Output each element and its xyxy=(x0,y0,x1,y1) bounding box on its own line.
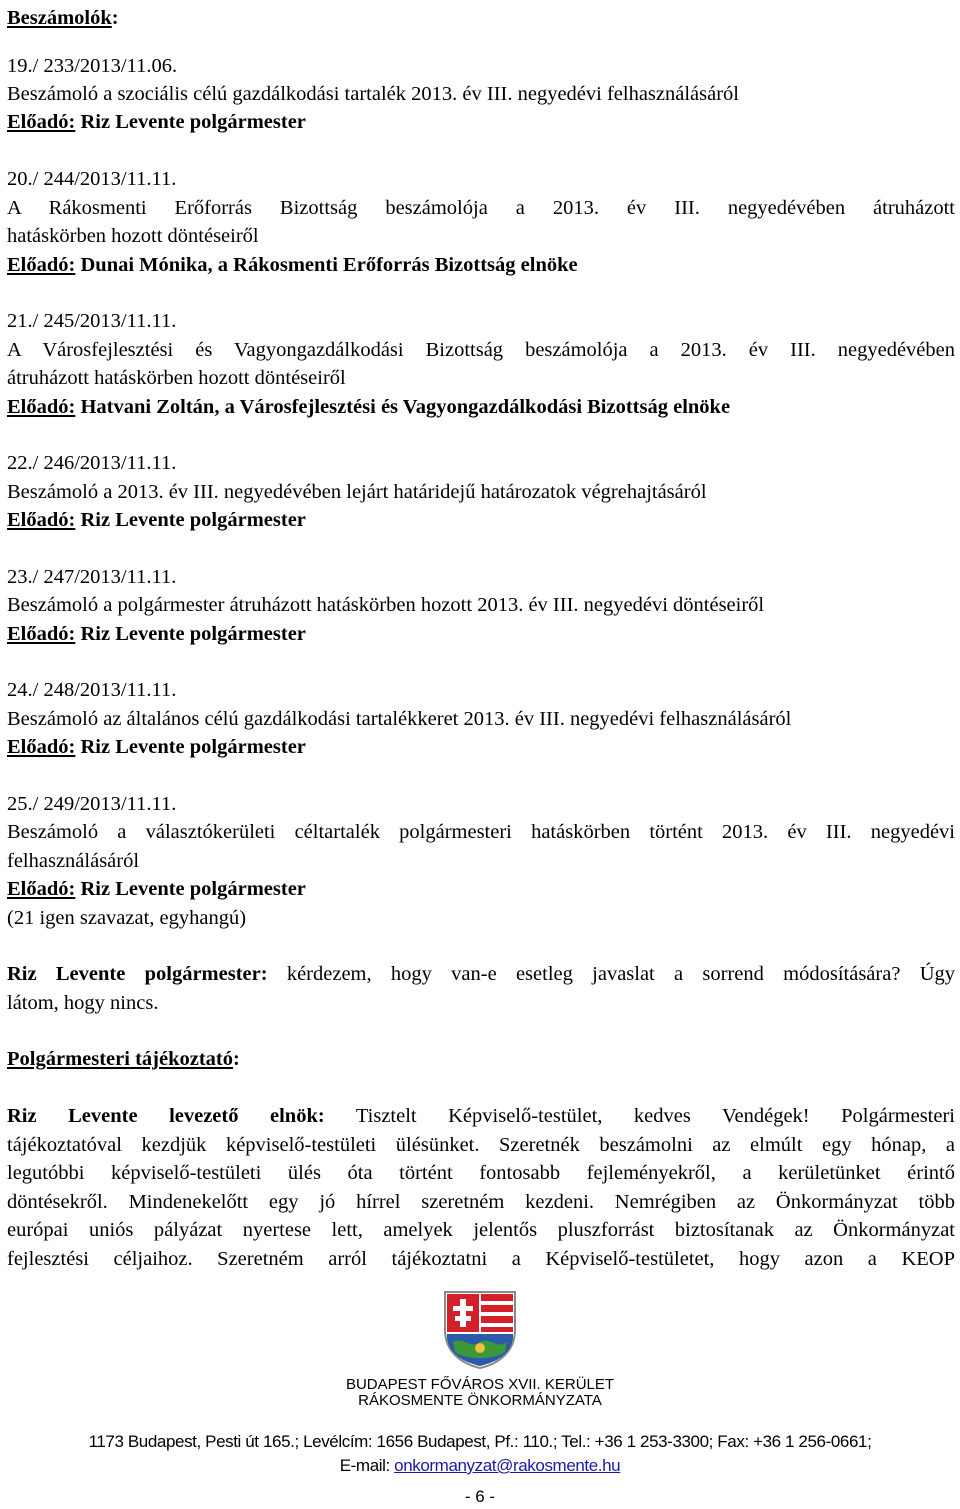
report-number: 21./ 245/2013/11.11. xyxy=(7,310,177,332)
briefing-heading: Polgármesteri tájékoztató xyxy=(7,1048,233,1070)
presenter-label: Előadó: xyxy=(7,736,76,758)
report-number: 23./ 247/2013/11.11. xyxy=(7,566,177,588)
presenter-name: Riz Levente polgármester xyxy=(80,111,306,133)
coat-of-arms-icon xyxy=(443,1290,517,1370)
agenda-question xyxy=(7,960,955,989)
report-number: 19./ 233/2013/11.06. xyxy=(7,55,178,77)
report-subject: Beszámoló a 2013. év III. negyedévében lejárt határidejű határozatok végrehajtásáról xyxy=(7,481,707,503)
presenter-name: Hatvani Zoltán, a Városfejlesztési és Vagyongazdálkodási Bizottság elnöke xyxy=(80,396,731,418)
section-heading-briefing xyxy=(7,1045,240,1074)
presenter-label: Előadó: xyxy=(7,396,76,418)
presenter-name: Riz Levente polgármester xyxy=(80,736,306,758)
briefing-paragraph-line: európai uniós pályázat nyertese lett, amelyek jelentős pluszforrást biztosítanak az Önkormányzat xyxy=(7,1219,955,1241)
report-presenter xyxy=(7,108,306,137)
briefing-paragraph-line: tájékoztatóval kezdjük képviselő-testületi ülésünket. Szeretnék beszámolni az elmúlt egy hónap, a xyxy=(7,1134,955,1156)
report-subject: felhasználásáról xyxy=(7,850,140,872)
report-subject: Beszámoló a választókerületi céltartalék polgármesteri hatáskörben történt 2013. év III. negyedévi xyxy=(7,821,955,843)
report-presenter xyxy=(7,506,306,535)
report-presenter xyxy=(7,620,306,649)
presenter-name: Riz Levente polgármester xyxy=(80,623,306,645)
briefing-paragraph-line: fejlesztési céljaihoz. Szeretném arról tájékoztatni a Képviselő-testületet, hogy azon a KEOP xyxy=(7,1248,955,1270)
heading-colon: : xyxy=(111,7,119,29)
municipality-name-line1: BUDAPEST FŐVÁROS XVII. KERÜLET xyxy=(345,1376,615,1393)
briefing-text: Tisztelt Képviselő-testület, kedves Vendégek! Polgármesteri xyxy=(355,1105,956,1127)
report-number: 25./ 249/2013/11.11. xyxy=(7,793,177,815)
briefing-paragraph-line xyxy=(7,1102,955,1131)
presenter-label: Előadó: xyxy=(7,111,76,133)
presenter-name: Riz Levente polgármester xyxy=(80,509,306,531)
report-number: 22./ 246/2013/11.11. xyxy=(7,452,177,474)
report-number: 24./ 248/2013/11.11. xyxy=(7,679,177,701)
report-subject: hatáskörben hozott döntéseiről xyxy=(7,225,259,247)
report-presenter xyxy=(7,393,730,422)
report-subject: A Rákosmenti Erőforrás Bizottság beszámolója a 2013. év III. negyedévében átruházott xyxy=(7,197,955,219)
briefing-heading-colon: : xyxy=(232,1048,240,1070)
presenter-name: Dunai Mónika, a Rákosmenti Erőforrás Bizottság elnöke xyxy=(80,254,578,276)
footer-address: 1173 Budapest, Pesti út 165.; Levélcím: 1656 Budapest, Pf.: 110.; Tel.: +36 1 253-3300; Fax: +36 1 256-0661; xyxy=(88,1432,872,1451)
report-presenter xyxy=(7,875,306,904)
speaker-name: Riz Levente levezető elnök: xyxy=(7,1105,325,1127)
report-subject: A Városfejlesztési és Vagyongazdálkodási Bizottság beszámolója a 2013. év III. negyedévében xyxy=(7,339,955,361)
briefing-paragraph-line: legutóbbi képviselő-testületi ülés óta történt fontosabb fejleményekről, a kerületünket érintő xyxy=(7,1162,955,1184)
briefing-paragraph-line: döntésekről. Mindenekelőtt egy jó hírrel szeretném kezdeni. Nemrégiben az Önkormányzat több xyxy=(7,1191,955,1213)
question-text: látom, hogy nincs. xyxy=(7,992,159,1014)
question-text: kérdezem, hogy van-e esetleg javaslat a sorrend módosítására? Úgy xyxy=(267,963,955,985)
report-subject: Beszámoló a polgármester átruházott hatáskörben hozott 2013. év III. negyedévi döntéseiről xyxy=(7,594,765,616)
footer-email-line xyxy=(0,1455,960,1477)
report-subject: Beszámoló az általános célú gazdálkodási tartalékkeret 2013. év III. negyedévi felhasználásáról xyxy=(7,708,792,730)
municipality-name-line2: RÁKOSMENTE ÖNKORMÁNYZATA xyxy=(358,1392,602,1409)
report-subject: átruházott hatáskörben hozott döntéseiről xyxy=(7,367,346,389)
email-link[interactable]: onkormanyzat@rakosmente.hu xyxy=(394,1456,621,1475)
speaker-name: Riz Levente polgármester: xyxy=(7,963,268,985)
report-number: 20./ 244/2013/11.11. xyxy=(7,168,177,190)
section-heading-reports xyxy=(7,4,119,33)
email-label: E-mail: xyxy=(339,1456,395,1475)
presenter-name: Riz Levente polgármester xyxy=(80,878,306,900)
heading-title: Beszámolók xyxy=(7,7,112,29)
report-presenter xyxy=(7,251,578,280)
vote-result: (21 igen szavazat, egyhangú) xyxy=(7,907,247,929)
report-presenter xyxy=(7,733,306,762)
presenter-label: Előadó: xyxy=(7,623,76,645)
presenter-label: Előadó: xyxy=(7,254,76,276)
report-subject: Beszámoló a szociális célú gazdálkodási tartalék 2013. év III. negyedévi felhasználásáról xyxy=(7,83,740,105)
presenter-label: Előadó: xyxy=(7,509,76,531)
page-number: - 6 - xyxy=(464,1487,496,1506)
presenter-label: Előadó: xyxy=(7,878,76,900)
